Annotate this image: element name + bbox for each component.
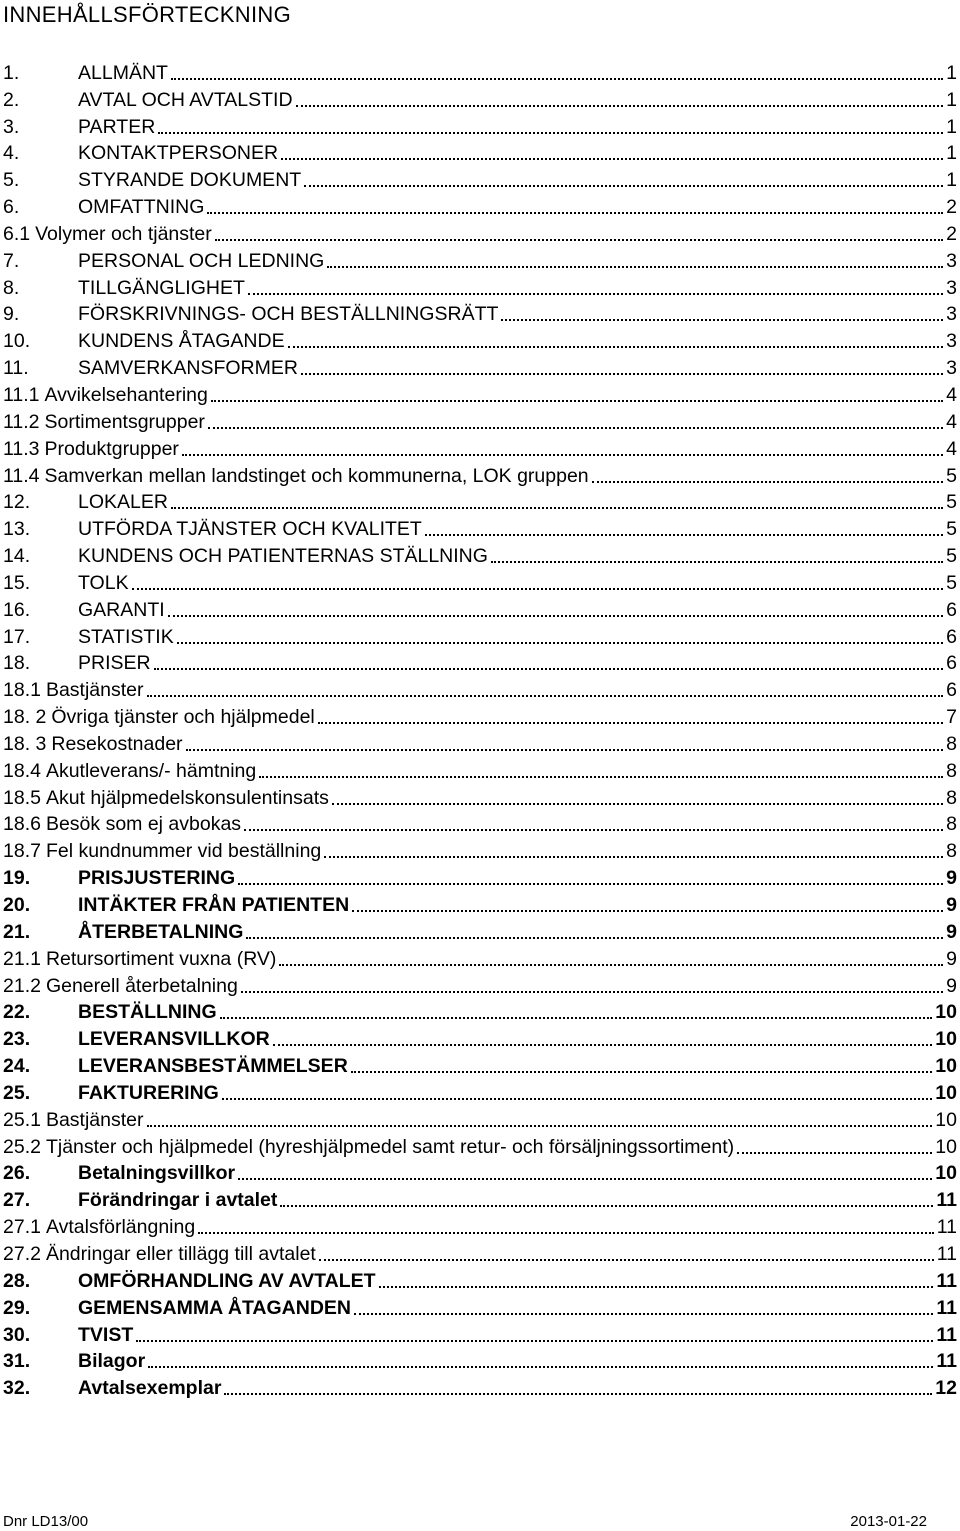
toc-entry-page: 9 (946, 867, 957, 890)
toc-entry-title: Förändringar i avtalet (78, 1189, 278, 1212)
toc-entry-page: 11 (936, 1350, 957, 1373)
toc-entry[interactable] (3, 1184, 957, 1211)
toc-entry-number: 31. (3, 1350, 31, 1373)
toc-entry[interactable] (3, 1050, 957, 1077)
toc-entry-title: Samverkan mellan landstinget och kommunerna, LOK gruppen (44, 464, 589, 487)
toc-entry[interactable] (3, 245, 957, 272)
toc-entry-title: ALLMÄNT (78, 61, 168, 84)
toc-entry-title: Resekostnader (51, 732, 183, 755)
toc-entry-number: 20. (3, 894, 31, 916)
toc-entry-page: 3 (946, 357, 957, 380)
toc-entry-page: 1 (946, 88, 957, 111)
toc-entry-title: Sortimentsgrupper (44, 410, 205, 433)
toc-entry[interactable] (3, 567, 957, 594)
toc-entry-title: FAKTURERING (78, 1081, 219, 1104)
toc-entry-number: 25.1 (3, 1108, 41, 1131)
toc-entry-number: 18. 3 (3, 732, 47, 755)
toc-entry-title: Retursortiment vuxna (RV) (45, 947, 277, 970)
toc-entry-title: LEVERANSBESTÄMMELSER (78, 1055, 348, 1078)
toc-entry-page: 3 (946, 276, 957, 299)
toc-entry-title: LEVERANSVILLKOR (78, 1028, 270, 1051)
toc-entry-page: 4 (946, 437, 957, 460)
toc-entry[interactable] (3, 916, 957, 943)
dot-leader (147, 695, 944, 697)
toc-entry-page: 3 (946, 249, 957, 272)
toc-entry-page: 9 (946, 894, 957, 916)
toc-entry-number: 14. (3, 545, 31, 568)
dot-leader (171, 78, 943, 80)
dot-leader (207, 212, 943, 214)
toc-entry-page: 8 (946, 732, 957, 755)
toc-entry-title: Avtalsexemplar (78, 1377, 222, 1400)
toc-entry-page: 1 (946, 115, 957, 138)
toc-entry[interactable] (3, 835, 957, 862)
dot-leader (171, 507, 943, 509)
dot-leader (177, 642, 943, 644)
dot-leader (158, 132, 943, 134)
toc-entry-number: 11.1 (3, 383, 40, 406)
toc-entry-title: Produktgrupper (44, 437, 179, 460)
toc-entry-number: 17. (3, 625, 31, 648)
toc-entry-title: SAMVERKANSFORMER (78, 357, 298, 380)
toc-entry-number: 30. (3, 1323, 31, 1346)
toc-entry-title: Bastjänster (45, 1108, 144, 1131)
toc-entry-page: 8 (946, 813, 957, 836)
toc-entry-title: BESTÄLLNING (78, 1001, 217, 1024)
toc-entry-number: 3. (3, 115, 20, 138)
toc-entry-title: UTFÖRDA TJÄNSTER OCH KVALITET (78, 518, 422, 541)
toc-entry[interactable] (3, 997, 957, 1024)
toc-entry-page: 6 (946, 652, 957, 675)
toc-entry-title: GEMENSAMMA ÅTAGANDEN (78, 1296, 351, 1319)
toc-entry-page: 6 (946, 625, 957, 648)
toc-entry-page: 2 (946, 222, 957, 245)
dot-leader (501, 319, 943, 321)
toc-entry-title: TILLGÄNGLIGHET (78, 276, 245, 299)
toc-entry-page: 1 (946, 169, 957, 192)
toc-entry-title: TOLK (78, 571, 129, 594)
toc-entry-number: 15. (3, 571, 31, 594)
toc-entry-page: 11 (936, 1242, 957, 1265)
toc-entry-number: 22. (3, 1001, 31, 1024)
dot-leader (241, 991, 943, 993)
toc-entry-page: 3 (946, 330, 957, 353)
toc-entry[interactable] (3, 379, 957, 406)
toc-entry-page: 9 (946, 974, 957, 997)
toc-entry-number: 7. (3, 249, 20, 272)
toc-entry-page: 9 (946, 947, 957, 970)
toc-entry-page: 10 (935, 1108, 957, 1131)
toc-entry[interactable] (3, 648, 957, 675)
toc-entry[interactable] (3, 1211, 957, 1238)
toc-entry-number: 21. (3, 920, 31, 943)
dot-leader (186, 749, 944, 751)
toc-entry[interactable] (3, 728, 957, 755)
dot-leader (352, 910, 943, 912)
dot-leader (182, 454, 943, 456)
toc-entry-page: 8 (946, 786, 957, 809)
toc-entry-title: Avtalsförlängning (45, 1216, 196, 1239)
dot-leader (132, 588, 944, 590)
toc-entry-title: INTÄKTER FRÅN PATIENTEN (78, 894, 350, 916)
toc-entry-page: 5 (946, 571, 957, 594)
toc-entry[interactable] (3, 433, 957, 460)
toc-entry[interactable] (3, 487, 957, 514)
dot-leader (208, 427, 943, 429)
toc-entry-title: KONTAKTPERSONER (78, 142, 279, 165)
toc-entry-number: 25. (3, 1081, 31, 1104)
toc-entry-number: 10. (3, 330, 31, 353)
toc-entry-number: 18.1 (3, 679, 41, 702)
dot-leader (280, 1205, 933, 1207)
toc-entry-title: Akut hjälpmedelskonsulentinsats (45, 786, 329, 809)
toc-entry-page: 11 (936, 1323, 957, 1346)
dot-leader (248, 293, 943, 295)
toc-entry-number: 19. (3, 867, 31, 890)
toc-entry[interactable] (3, 513, 957, 540)
dot-leader (246, 937, 943, 939)
toc-entry-number: 26. (3, 1162, 31, 1185)
toc-entry-number: 21.1 (3, 947, 41, 970)
toc-entry-number: 24. (3, 1055, 31, 1078)
toc-entry-page: 1 (946, 142, 957, 165)
toc-entry-title: STATISTIK (78, 625, 174, 648)
toc-entry[interactable] (3, 1238, 957, 1265)
toc-entry[interactable] (3, 57, 957, 84)
dot-leader (318, 722, 943, 724)
dot-leader (273, 1044, 933, 1046)
toc-entry[interactable] (3, 970, 957, 997)
toc-entry-number: 11. (3, 357, 29, 380)
toc-entry-number: 27.2 (3, 1242, 41, 1265)
table-of-contents (3, 57, 957, 1399)
toc-entry-page: 10 (935, 1162, 957, 1185)
toc-entry-title: FÖRSKRIVNINGS- OCH BESTÄLLNINGSRÄTT (78, 303, 499, 326)
dot-leader (279, 964, 943, 966)
toc-entry-title: PRISJUSTERING (78, 867, 236, 890)
toc-entry[interactable] (3, 782, 957, 809)
toc-entry-title: Bilagor (78, 1350, 146, 1373)
dot-leader (259, 776, 943, 778)
toc-entry[interactable] (3, 1104, 957, 1131)
toc-entry[interactable] (3, 218, 957, 245)
toc-entry-page: 9 (946, 920, 957, 943)
dot-leader (220, 1017, 933, 1019)
toc-entry-number: 23. (3, 1028, 31, 1051)
toc-entry[interactable] (3, 1292, 957, 1319)
dot-leader (198, 1232, 934, 1234)
toc-entry-number: 6.1 (3, 222, 31, 245)
dot-leader (147, 1125, 933, 1127)
toc-entry[interactable] (3, 674, 957, 701)
dot-leader (351, 1071, 933, 1073)
toc-entry-title: KUNDENS ÅTAGANDE (78, 330, 285, 353)
toc-entry-number: 1. (3, 61, 20, 84)
dot-leader (319, 1259, 934, 1261)
toc-entry[interactable] (3, 299, 957, 326)
toc-entry[interactable] (3, 540, 957, 567)
toc-entry[interactable] (3, 1346, 957, 1373)
toc-entry[interactable] (3, 1131, 957, 1158)
toc-entry-title: GARANTI (78, 598, 165, 621)
toc-entry[interactable] (3, 191, 957, 218)
toc-entry-number: 18. 2 (3, 706, 47, 729)
toc-entry-number: 18.6 (3, 813, 41, 836)
toc-entry-number: 28. (3, 1269, 31, 1292)
toc-entry[interactable] (3, 1265, 957, 1292)
toc-entry-page: 11 (936, 1296, 957, 1319)
toc-entry[interactable] (3, 1372, 957, 1399)
dot-leader (592, 481, 943, 483)
toc-entry-number: 9. (3, 303, 20, 326)
toc-entry-number: 18.5 (3, 786, 41, 809)
dot-leader (168, 615, 943, 617)
toc-entry-title: Avvikelsehantering (44, 383, 208, 406)
toc-entry-page: 10 (935, 1001, 957, 1024)
toc-entry[interactable] (3, 1077, 957, 1104)
toc-entry-page: 5 (946, 545, 957, 568)
dot-leader (136, 1340, 933, 1342)
toc-entry[interactable] (3, 1319, 957, 1346)
toc-entry-title: PERSONAL OCH LEDNING (78, 249, 325, 272)
dot-leader (296, 105, 944, 107)
toc-entry-title: Generell återbetalning (45, 974, 238, 997)
toc-entry[interactable] (3, 1158, 957, 1185)
toc-entry-title: PARTER (78, 115, 156, 138)
toc-entry-title: Övriga tjänster och hjälpmedel (51, 706, 315, 729)
toc-entry-number: 18. (3, 652, 31, 675)
toc-entry[interactable] (3, 325, 957, 352)
toc-entry[interactable] (3, 138, 957, 165)
toc-entry-page: 10 (935, 1081, 957, 1104)
toc-entry-title: ÅTERBETALNING (78, 920, 244, 943)
toc-entry-page: 3 (946, 303, 957, 326)
toc-entry-page: 8 (946, 840, 957, 863)
toc-entry-page: 11 (936, 1216, 957, 1239)
toc-entry[interactable] (3, 1023, 957, 1050)
toc-entry-title: Besök som ej avbokas (45, 813, 242, 836)
dot-leader (244, 829, 943, 831)
toc-entry-page: 2 (946, 196, 957, 219)
toc-entry[interactable] (3, 352, 957, 379)
dot-leader (281, 158, 943, 160)
toc-entry-page: 11 (936, 1189, 957, 1212)
toc-entry-page: 7 (946, 706, 957, 729)
toc-entry-number: 12. (3, 491, 31, 514)
toc-entry-number: 13. (3, 518, 31, 541)
toc-entry-title: Betalningsvillkor (78, 1162, 236, 1185)
toc-entry-page: 1 (946, 61, 957, 84)
page-title: INNEHÅLLSFÖRTECKNING (3, 2, 291, 27)
dot-leader (304, 185, 943, 187)
toc-entry-page: 10 (935, 1135, 957, 1158)
toc-entry-page: 4 (946, 383, 957, 406)
document-date: 2013-01-22 (850, 1513, 927, 1530)
toc-entry-number: 2. (3, 88, 20, 111)
dot-leader (215, 239, 943, 241)
toc-entry-title: TVIST (78, 1323, 134, 1346)
toc-entry-number: 18.4 (3, 759, 41, 782)
toc-entry-page: 6 (946, 679, 957, 702)
toc-entry-number: 32. (3, 1377, 31, 1400)
toc-entry-number: 18.7 (3, 840, 41, 863)
toc-entry-title: STYRANDE DOKUMENT (78, 169, 302, 192)
toc-entry[interactable] (3, 272, 957, 299)
dot-leader (224, 1393, 932, 1395)
toc-entry[interactable] (3, 889, 957, 916)
toc-entry-title: Fel kundnummer vid beställning (45, 840, 322, 863)
toc-entry-page: 12 (935, 1377, 957, 1400)
toc-entry-title: OMFÖRHANDLING AV AVTALET (78, 1269, 376, 1292)
toc-entry[interactable] (3, 701, 957, 728)
dot-leader (324, 856, 943, 858)
toc-entry-number: 11.3 (3, 437, 40, 460)
toc-entry[interactable] (3, 594, 957, 621)
dot-leader (154, 668, 944, 670)
dot-leader (222, 1098, 932, 1100)
toc-entry-title: Bastjänster (45, 679, 144, 702)
toc-entry[interactable] (3, 809, 957, 836)
toc-entry-title: Akutleverans/- hämtning (45, 759, 257, 782)
dot-leader (379, 1286, 934, 1288)
toc-entry[interactable] (3, 621, 957, 648)
toc-entry-number: 29. (3, 1296, 31, 1319)
toc-entry-page: 6 (946, 598, 957, 621)
toc-entry-number: 11.4 (3, 464, 40, 487)
dot-leader (238, 1178, 932, 1180)
toc-entry-page: 5 (946, 518, 957, 541)
toc-entry-number: 5. (3, 169, 20, 192)
toc-entry[interactable] (3, 406, 957, 433)
toc-entry-number: 27.1 (3, 1216, 41, 1239)
toc-entry-number: 6. (3, 196, 20, 219)
toc-entry[interactable] (3, 111, 957, 138)
toc-entry-page: 5 (946, 491, 957, 514)
toc-entry[interactable] (3, 164, 957, 191)
toc-entry-page: 11 (936, 1269, 957, 1292)
document-number: Dnr LD13/00 (3, 1513, 89, 1530)
toc-entry[interactable] (3, 755, 957, 782)
toc-entry-page: 10 (935, 1028, 957, 1051)
dot-leader (148, 1366, 933, 1368)
dot-leader (238, 883, 943, 885)
dot-leader (491, 561, 943, 563)
toc-entry-title: KUNDENS OCH PATIENTERNAS STÄLLNING (78, 545, 488, 568)
toc-entry[interactable] (3, 862, 957, 889)
dot-leader (211, 400, 943, 402)
toc-entry-page: 5 (946, 464, 957, 487)
toc-entry-number: 16. (3, 598, 31, 621)
toc-entry-title: OMFATTNING (78, 196, 205, 219)
dot-leader (332, 803, 943, 805)
toc-entry-number: 4. (3, 142, 20, 165)
toc-entry-number: 21.2 (3, 974, 41, 997)
dot-leader (301, 373, 943, 375)
toc-entry-title: Tjänster och hjälpmedel (hyreshjälpmedel samt retur- och försäljningssortiment) (45, 1135, 735, 1158)
toc-entry-number: 25.2 (3, 1135, 41, 1158)
dot-leader (354, 1313, 933, 1315)
toc-entry-number: 27. (3, 1189, 31, 1212)
toc-entry[interactable] (3, 84, 957, 111)
toc-entry-title: AVTAL OCH AVTALSTID (78, 88, 293, 111)
dot-leader (737, 1152, 932, 1154)
dot-leader (288, 346, 944, 348)
toc-entry-title: LOKALER (78, 491, 168, 514)
toc-entry-title: Volymer och tjänster (35, 222, 212, 245)
dot-leader (327, 266, 943, 268)
toc-entry[interactable] (3, 943, 957, 970)
toc-entry[interactable] (3, 460, 957, 487)
toc-entry-number: 11.2 (3, 410, 40, 433)
toc-entry-page: 10 (935, 1055, 957, 1078)
toc-entry-page: 8 (946, 759, 957, 782)
dot-leader (425, 534, 943, 536)
toc-entry-title: PRISER (78, 652, 151, 675)
toc-entry-page: 4 (946, 410, 957, 433)
toc-entry-title: Ändringar eller tillägg till avtalet (45, 1242, 316, 1265)
toc-entry-number: 8. (3, 276, 20, 299)
